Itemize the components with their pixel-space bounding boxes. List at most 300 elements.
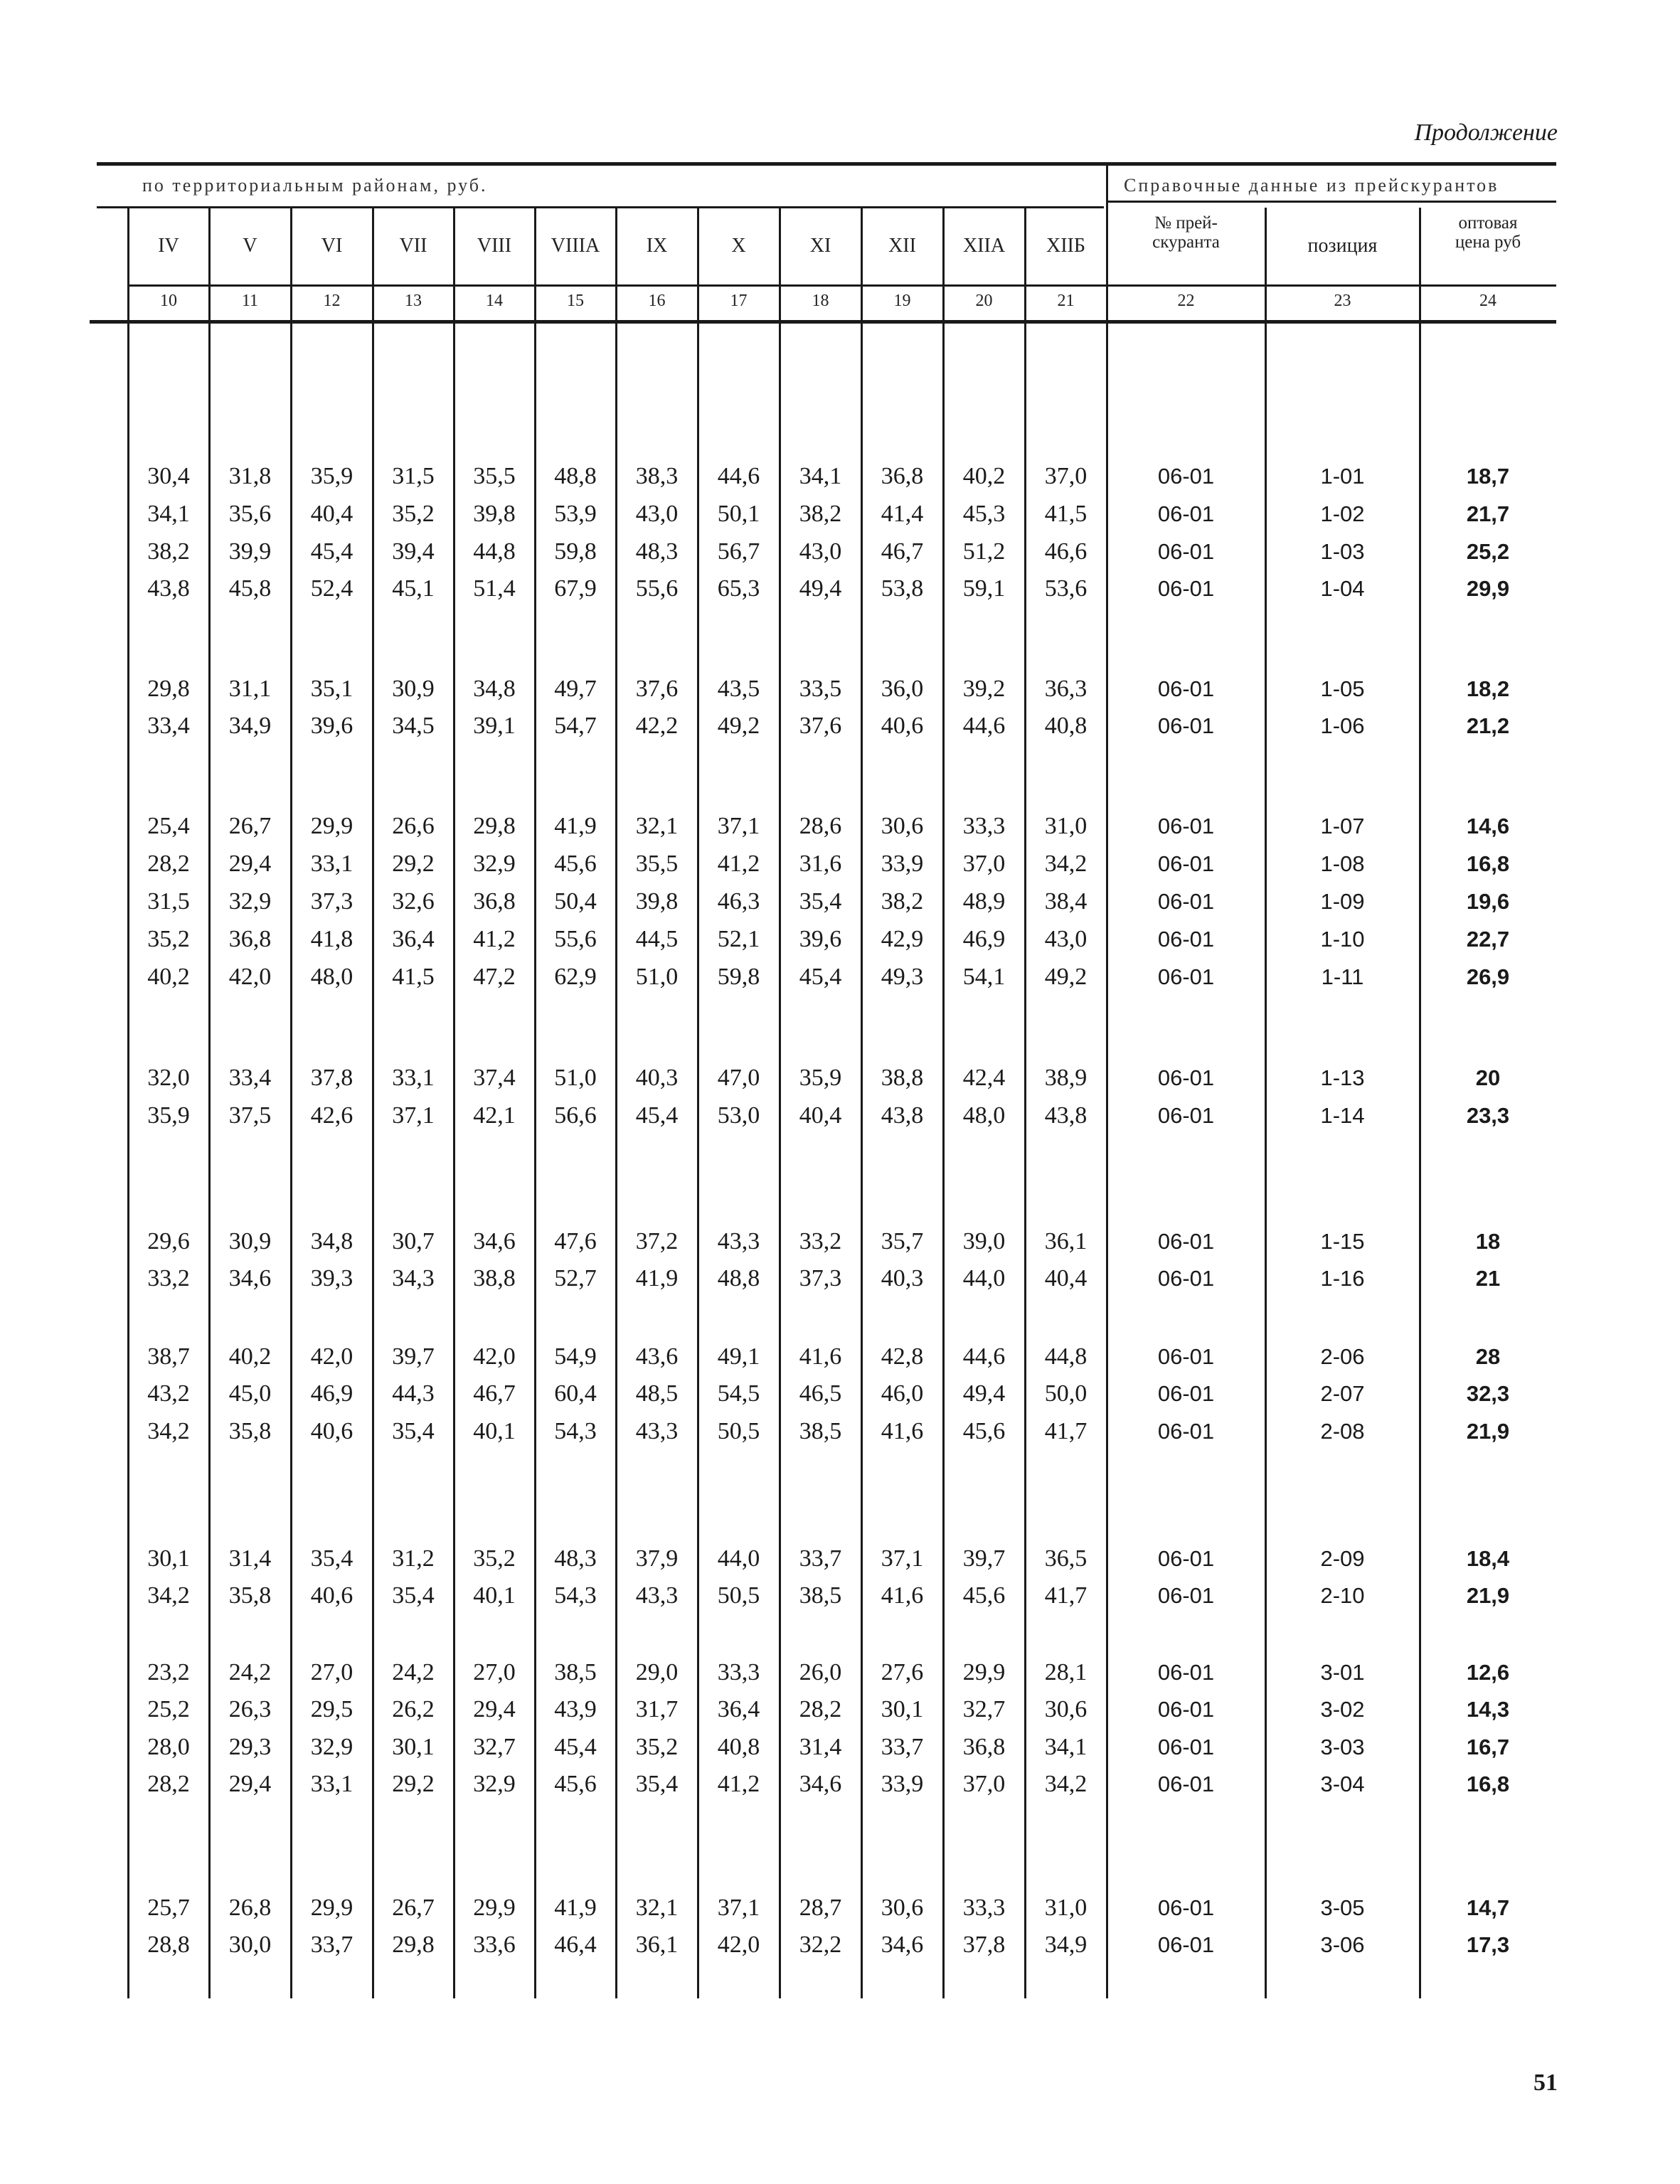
table-cell: 30,0 <box>228 1932 272 1958</box>
table-cell: 37,8 <box>310 1065 353 1091</box>
table-cell: 06-01 <box>1157 1583 1215 1608</box>
table-cell: 06-01 <box>1157 713 1215 738</box>
table-cell: 20 <box>1475 1065 1501 1090</box>
table-cell: 36,8 <box>962 1734 1006 1760</box>
table-cell: 49,2 <box>1044 964 1088 990</box>
table-cell: 06-01 <box>1157 1381 1215 1406</box>
table-cell: 35,8 <box>228 1418 272 1444</box>
table-cell: 38,5 <box>799 1582 842 1609</box>
table-cell: 38,8 <box>881 1065 924 1091</box>
table-cell: 29,4 <box>228 1771 272 1797</box>
table-cell: 24,2 <box>228 1659 272 1685</box>
table-cell: 43,3 <box>635 1418 679 1444</box>
column-number: 14 <box>486 292 503 310</box>
column-header: позиция <box>1307 235 1378 257</box>
table-cell: 42,0 <box>228 964 272 990</box>
table-row <box>0 1064 1680 1092</box>
table-cell: 38,2 <box>799 501 842 527</box>
table-cell: 35,6 <box>228 501 272 527</box>
table-cell: 1-11 <box>1321 964 1364 989</box>
column-number: 15 <box>567 292 584 310</box>
table-cell: 44,3 <box>392 1380 435 1407</box>
table-row <box>0 462 1680 491</box>
column-number: 12 <box>323 292 341 310</box>
table-cell: 47,2 <box>473 964 516 990</box>
column-number: 18 <box>812 292 829 310</box>
table-cell: 54,5 <box>717 1380 760 1407</box>
table-cell: 45,6 <box>962 1418 1006 1444</box>
column-number: 16 <box>648 292 666 310</box>
table-cell: 29,9 <box>310 813 353 839</box>
table-cell: 45,3 <box>962 501 1006 527</box>
table-cell: 44,8 <box>473 538 516 565</box>
column-number: 20 <box>975 292 993 310</box>
table-cell: 26,7 <box>228 813 272 839</box>
table-cell: 1-10 <box>1320 927 1365 952</box>
table-cell: 37,6 <box>635 676 679 702</box>
table-cell: 06-01 <box>1157 1772 1215 1796</box>
table-cell: 29,0 <box>635 1659 679 1685</box>
table-row <box>0 538 1680 566</box>
column-number: 10 <box>160 292 177 310</box>
table-cell: 39,9 <box>228 538 272 565</box>
continuation-label: Продолжение <box>1414 119 1558 146</box>
table-cell: 25,7 <box>147 1895 190 1921</box>
table-cell: 14,7 <box>1466 1895 1510 1920</box>
table-cell: 32,6 <box>392 888 435 915</box>
table-cell: 37,9 <box>635 1545 679 1572</box>
section-divider <box>1106 165 1108 208</box>
table-cell: 26,9 <box>1466 964 1510 989</box>
table-cell: 45,0 <box>228 1380 272 1407</box>
table-cell: 21,9 <box>1466 1583 1510 1608</box>
table-cell: 22,7 <box>1466 927 1510 952</box>
table-cell: 51,0 <box>635 964 679 990</box>
table-row <box>0 1417 1680 1446</box>
table-cell: 28,7 <box>799 1895 842 1921</box>
table-cell: 41,2 <box>717 1771 760 1797</box>
table-cell: 34,6 <box>881 1932 924 1958</box>
table-cell: 18,7 <box>1466 464 1510 489</box>
table-cell: 29,9 <box>1466 576 1510 601</box>
table-cell: 33,4 <box>147 713 190 739</box>
table-cell: 18,2 <box>1466 676 1510 701</box>
table-cell: 33,2 <box>147 1265 190 1291</box>
table-cell: 33,6 <box>473 1932 516 1958</box>
table-cell: 29,4 <box>228 851 272 877</box>
table-cell: 34,8 <box>310 1228 353 1255</box>
table-cell: 49,4 <box>799 575 842 602</box>
table-cell: 1-13 <box>1320 1065 1365 1090</box>
table-cell: 35,2 <box>392 501 435 527</box>
table-cell: 35,5 <box>635 851 679 877</box>
table-cell: 19,6 <box>1466 889 1510 914</box>
table-cell: 43,3 <box>635 1582 679 1609</box>
table-cell: 2-09 <box>1320 1546 1365 1571</box>
table-cell: 06-01 <box>1157 1735 1215 1759</box>
table-cell: 1-04 <box>1320 576 1365 601</box>
table-cell: 1-06 <box>1320 713 1365 738</box>
table-cell: 21 <box>1475 1266 1501 1291</box>
column-header: XIIA <box>962 235 1006 257</box>
table-cell: 33,9 <box>881 851 924 877</box>
table-cell: 38,5 <box>799 1418 842 1444</box>
table-cell: 45,6 <box>554 851 597 877</box>
table-cell: 06-01 <box>1157 814 1215 838</box>
table-cell: 38,2 <box>881 888 924 915</box>
table-cell: 33,7 <box>881 1734 924 1760</box>
table-row <box>0 963 1680 991</box>
table-cell: 43,5 <box>717 676 760 702</box>
table-cell: 25,4 <box>147 813 190 839</box>
table-cell: 30,6 <box>1044 1696 1088 1722</box>
column-number: 17 <box>730 292 748 310</box>
table-cell: 34,6 <box>228 1265 272 1291</box>
table-cell: 16,7 <box>1466 1735 1510 1759</box>
table-cell: 40,1 <box>473 1582 516 1609</box>
table-cell: 41,9 <box>554 1895 597 1921</box>
column-header: XI <box>809 235 831 257</box>
table-cell: 33,7 <box>310 1932 353 1958</box>
table-cell: 26,3 <box>228 1696 272 1722</box>
table-cell: 40,1 <box>473 1418 516 1444</box>
table-cell: 29,2 <box>392 1771 435 1797</box>
table-cell: 56,7 <box>717 538 760 565</box>
table-cell: 14,3 <box>1466 1697 1510 1722</box>
table-cell: 37,1 <box>717 1895 760 1921</box>
table-cell: 45,4 <box>799 964 842 990</box>
table-cell: 46,7 <box>473 1380 516 1407</box>
table-cell: 42,2 <box>635 713 679 739</box>
table-cell: 49,7 <box>554 676 597 702</box>
table-cell: 40,6 <box>310 1582 353 1609</box>
table-cell: 30,1 <box>392 1734 435 1760</box>
table-cell: 39,8 <box>635 888 679 915</box>
column-number: 21 <box>1057 292 1075 310</box>
table-cell: 40,2 <box>228 1343 272 1370</box>
table-cell: 35,4 <box>310 1545 353 1572</box>
table-cell: 42,0 <box>717 1932 760 1958</box>
table-cell: 12,6 <box>1466 1660 1510 1685</box>
table-cell: 39,6 <box>310 713 353 739</box>
table-cell: 46,0 <box>881 1380 924 1407</box>
table-cell: 35,9 <box>310 463 353 489</box>
table-row <box>0 712 1680 740</box>
table-cell: 41,9 <box>554 813 597 839</box>
table-cell: 1-15 <box>1320 1229 1365 1254</box>
table-cell: 28,0 <box>147 1734 190 1760</box>
table-cell: 16,8 <box>1466 851 1510 876</box>
table-cell: 28,2 <box>147 1771 190 1797</box>
column-header: оптовая цена руб <box>1455 213 1521 252</box>
table-cell: 30,1 <box>147 1545 190 1572</box>
table-row <box>0 500 1680 528</box>
table-cell: 25,2 <box>147 1696 190 1722</box>
table-cell: 52,1 <box>717 926 760 952</box>
table-row <box>0 1380 1680 1408</box>
table-cell: 37,0 <box>962 1771 1006 1797</box>
table-cell: 28,6 <box>799 813 842 839</box>
table-cell: 34,3 <box>392 1265 435 1291</box>
table-cell: 36,1 <box>635 1932 679 1958</box>
table-cell: 06-01 <box>1157 1895 1215 1920</box>
table-cell: 45,8 <box>228 575 272 602</box>
table-cell: 37,0 <box>1044 463 1088 489</box>
table-row <box>0 675 1680 703</box>
column-number: 11 <box>241 292 259 310</box>
table-cell: 29,9 <box>473 1895 516 1921</box>
table-cell: 06-01 <box>1157 1419 1215 1444</box>
table-cell: 44,0 <box>962 1265 1006 1291</box>
table-cell: 40,3 <box>881 1265 924 1291</box>
table-cell: 06-01 <box>1157 1266 1215 1291</box>
table-cell: 43,9 <box>554 1696 597 1722</box>
column-header: VI <box>321 235 343 257</box>
table-cell: 18 <box>1475 1229 1501 1254</box>
column-header: V <box>243 235 257 257</box>
table-cell: 29,8 <box>392 1932 435 1958</box>
table-cell: 32,3 <box>1466 1381 1510 1406</box>
table-cell: 43,0 <box>799 538 842 565</box>
table-cell: 31,0 <box>1044 1895 1088 1921</box>
table-cell: 53,8 <box>881 575 924 602</box>
column-header: XII <box>888 235 916 257</box>
table-cell: 06-01 <box>1157 539 1215 564</box>
table-cell: 33,9 <box>881 1771 924 1797</box>
table-cell: 39,2 <box>962 676 1006 702</box>
table-row <box>0 1894 1680 1922</box>
table-cell: 30,6 <box>881 1895 924 1921</box>
table-cell: 26,8 <box>228 1895 272 1921</box>
table-cell: 37,4 <box>473 1065 516 1091</box>
table-cell: 41,6 <box>799 1343 842 1370</box>
table-row <box>0 1102 1680 1130</box>
table-cell: 52,4 <box>310 575 353 602</box>
table-cell: 41,6 <box>881 1418 924 1444</box>
column-number: 22 <box>1177 292 1195 310</box>
table-cell: 43,8 <box>147 575 190 602</box>
column-number: 23 <box>1334 292 1351 310</box>
table-cell: 50,5 <box>717 1582 760 1609</box>
table-cell: 1-07 <box>1320 814 1365 838</box>
table-cell: 28 <box>1475 1344 1501 1369</box>
table-cell: 30,9 <box>228 1228 272 1255</box>
table-cell: 27,6 <box>881 1659 924 1685</box>
table-cell: 23,3 <box>1466 1103 1510 1128</box>
table-cell: 34,1 <box>1044 1734 1088 1760</box>
table-cell: 42,0 <box>473 1343 516 1370</box>
table-cell: 35,4 <box>635 1771 679 1797</box>
table-cell: 59,8 <box>554 538 597 565</box>
table-cell: 29,9 <box>310 1895 353 1921</box>
table-cell: 49,4 <box>962 1380 1006 1407</box>
section-left-header: по территориальным районам, руб. <box>142 175 488 196</box>
table-cell: 42,1 <box>473 1102 516 1129</box>
table-cell: 36,5 <box>1044 1545 1088 1572</box>
table-cell: 44,0 <box>717 1545 760 1572</box>
table-cell: 39,1 <box>473 713 516 739</box>
table-cell: 53,0 <box>717 1102 760 1129</box>
table-cell: 43,0 <box>635 501 679 527</box>
table-cell: 29,3 <box>228 1734 272 1760</box>
table-cell: 29,8 <box>147 676 190 702</box>
table-cell: 32,7 <box>473 1734 516 1760</box>
table-cell: 06-01 <box>1157 889 1215 914</box>
table-cell: 29,5 <box>310 1696 353 1722</box>
table-cell: 52,7 <box>554 1265 597 1291</box>
table-cell: 1-08 <box>1320 851 1365 876</box>
table-cell: 48,3 <box>635 538 679 565</box>
table-cell: 21,9 <box>1466 1419 1510 1444</box>
table-cell: 37,5 <box>228 1102 272 1129</box>
table-cell: 30,1 <box>881 1696 924 1722</box>
table-cell: 39,3 <box>310 1265 353 1291</box>
table-cell: 46,9 <box>962 926 1006 952</box>
table-cell: 32,9 <box>473 851 516 877</box>
table-cell: 06-01 <box>1157 1932 1215 1957</box>
table-cell: 40,4 <box>1044 1265 1088 1291</box>
table-cell: 44,5 <box>635 926 679 952</box>
table-cell: 41,4 <box>881 501 924 527</box>
table-cell: 39,0 <box>962 1228 1006 1255</box>
table-cell: 06-01 <box>1157 576 1215 601</box>
table-cell: 31,0 <box>1044 813 1088 839</box>
table-cell: 37,3 <box>310 888 353 915</box>
table-cell: 53,6 <box>1044 575 1088 602</box>
table-cell: 35,8 <box>228 1582 272 1609</box>
table-cell: 29,4 <box>473 1696 516 1722</box>
table-cell: 54,3 <box>554 1582 597 1609</box>
table-cell: 35,9 <box>147 1102 190 1129</box>
table-cell: 48,3 <box>554 1545 597 1572</box>
table-cell: 33,3 <box>962 1895 1006 1921</box>
table-cell: 31,5 <box>392 463 435 489</box>
table-row <box>0 1545 1680 1573</box>
table-cell: 37,6 <box>799 713 842 739</box>
table-cell: 41,2 <box>717 851 760 877</box>
table-cell: 31,4 <box>799 1734 842 1760</box>
table-cell: 46,3 <box>717 888 760 915</box>
table-cell: 06-01 <box>1157 1344 1215 1369</box>
table-cell: 24,2 <box>392 1659 435 1685</box>
table-cell: 38,5 <box>554 1659 597 1685</box>
table-cell: 06-01 <box>1157 1697 1215 1722</box>
table-cell: 33,1 <box>392 1065 435 1091</box>
table-cell: 36,4 <box>392 926 435 952</box>
table-cell: 2-08 <box>1320 1419 1365 1444</box>
table-row <box>0 1733 1680 1762</box>
table-cell: 26,7 <box>392 1895 435 1921</box>
table-cell: 43,8 <box>1044 1102 1088 1129</box>
section-right-header: Справочные данные из прейскурантов <box>1124 175 1499 196</box>
table-cell: 40,8 <box>1044 713 1088 739</box>
table-cell: 28,8 <box>147 1932 190 1958</box>
table-cell: 32,9 <box>473 1771 516 1797</box>
table-cell: 45,4 <box>310 538 353 565</box>
table-cell: 51,0 <box>554 1065 597 1091</box>
table-row <box>0 812 1680 841</box>
table-row <box>0 1343 1680 1371</box>
table-cell: 32,9 <box>310 1734 353 1760</box>
table-cell: 41,7 <box>1044 1418 1088 1444</box>
table-cell: 35,2 <box>473 1545 516 1572</box>
table-cell: 50,4 <box>554 888 597 915</box>
table-cell: 39,7 <box>962 1545 1006 1572</box>
table-cell: 32,1 <box>635 813 679 839</box>
table-cell: 36,8 <box>473 888 516 915</box>
table-cell: 31,6 <box>799 851 842 877</box>
table-cell: 26,0 <box>799 1659 842 1685</box>
table-cell: 28,2 <box>799 1696 842 1722</box>
table-cell: 32,9 <box>228 888 272 915</box>
table-cell: 31,2 <box>392 1545 435 1572</box>
table-cell: 34,6 <box>799 1771 842 1797</box>
table-cell: 41,2 <box>473 926 516 952</box>
table-cell: 34,9 <box>228 713 272 739</box>
table-row <box>0 575 1680 603</box>
table-cell: 2-07 <box>1320 1381 1365 1406</box>
table-cell: 06-01 <box>1157 676 1215 701</box>
table-cell: 34,1 <box>799 463 842 489</box>
table-cell: 45,6 <box>962 1582 1006 1609</box>
table-cell: 21,2 <box>1466 713 1510 738</box>
table-cell: 37,0 <box>962 851 1006 877</box>
table-cell: 37,1 <box>392 1102 435 1129</box>
table-cell: 34,2 <box>1044 851 1088 877</box>
column-header: IV <box>158 235 179 257</box>
table-cell: 46,9 <box>310 1380 353 1407</box>
table-cell: 38,2 <box>147 538 190 565</box>
column-number-rule <box>90 320 1556 324</box>
table-cell: 41,7 <box>1044 1582 1088 1609</box>
table-cell: 41,6 <box>881 1582 924 1609</box>
table-cell: 54,9 <box>554 1343 597 1370</box>
table-cell: 30,7 <box>392 1228 435 1255</box>
table-cell: 49,2 <box>717 713 760 739</box>
column-number: 24 <box>1479 292 1496 310</box>
table-cell: 35,7 <box>881 1228 924 1255</box>
column-header: VII <box>399 235 427 257</box>
table-cell: 27,0 <box>310 1659 353 1685</box>
table-cell: 38,8 <box>473 1265 516 1291</box>
table-cell: 44,6 <box>717 463 760 489</box>
table-cell: 40,8 <box>717 1734 760 1760</box>
table-cell: 3-01 <box>1320 1660 1365 1685</box>
table-cell: 35,2 <box>635 1734 679 1760</box>
table-cell: 35,2 <box>147 926 190 952</box>
table-cell: 28,2 <box>147 851 190 877</box>
table-cell: 33,1 <box>310 851 353 877</box>
table-cell: 43,0 <box>1044 926 1088 952</box>
header-rule-left <box>97 206 1104 208</box>
table-cell: 1-03 <box>1320 539 1365 564</box>
table-cell: 37,8 <box>962 1932 1006 1958</box>
table-cell: 48,8 <box>554 463 597 489</box>
table-cell: 38,7 <box>147 1343 190 1370</box>
table-cell: 38,3 <box>635 463 679 489</box>
table-cell: 36,4 <box>717 1696 760 1722</box>
table-row <box>0 1582 1680 1610</box>
table-cell: 14,6 <box>1466 814 1510 838</box>
table-row <box>0 1227 1680 1256</box>
table-cell: 48,8 <box>717 1265 760 1291</box>
table-cell: 06-01 <box>1157 1065 1215 1090</box>
table-cell: 46,4 <box>554 1932 597 1958</box>
table-cell: 38,4 <box>1044 888 1088 915</box>
table-cell: 3-05 <box>1320 1895 1365 1920</box>
table-cell: 35,4 <box>799 888 842 915</box>
table-cell: 33,1 <box>310 1771 353 1797</box>
